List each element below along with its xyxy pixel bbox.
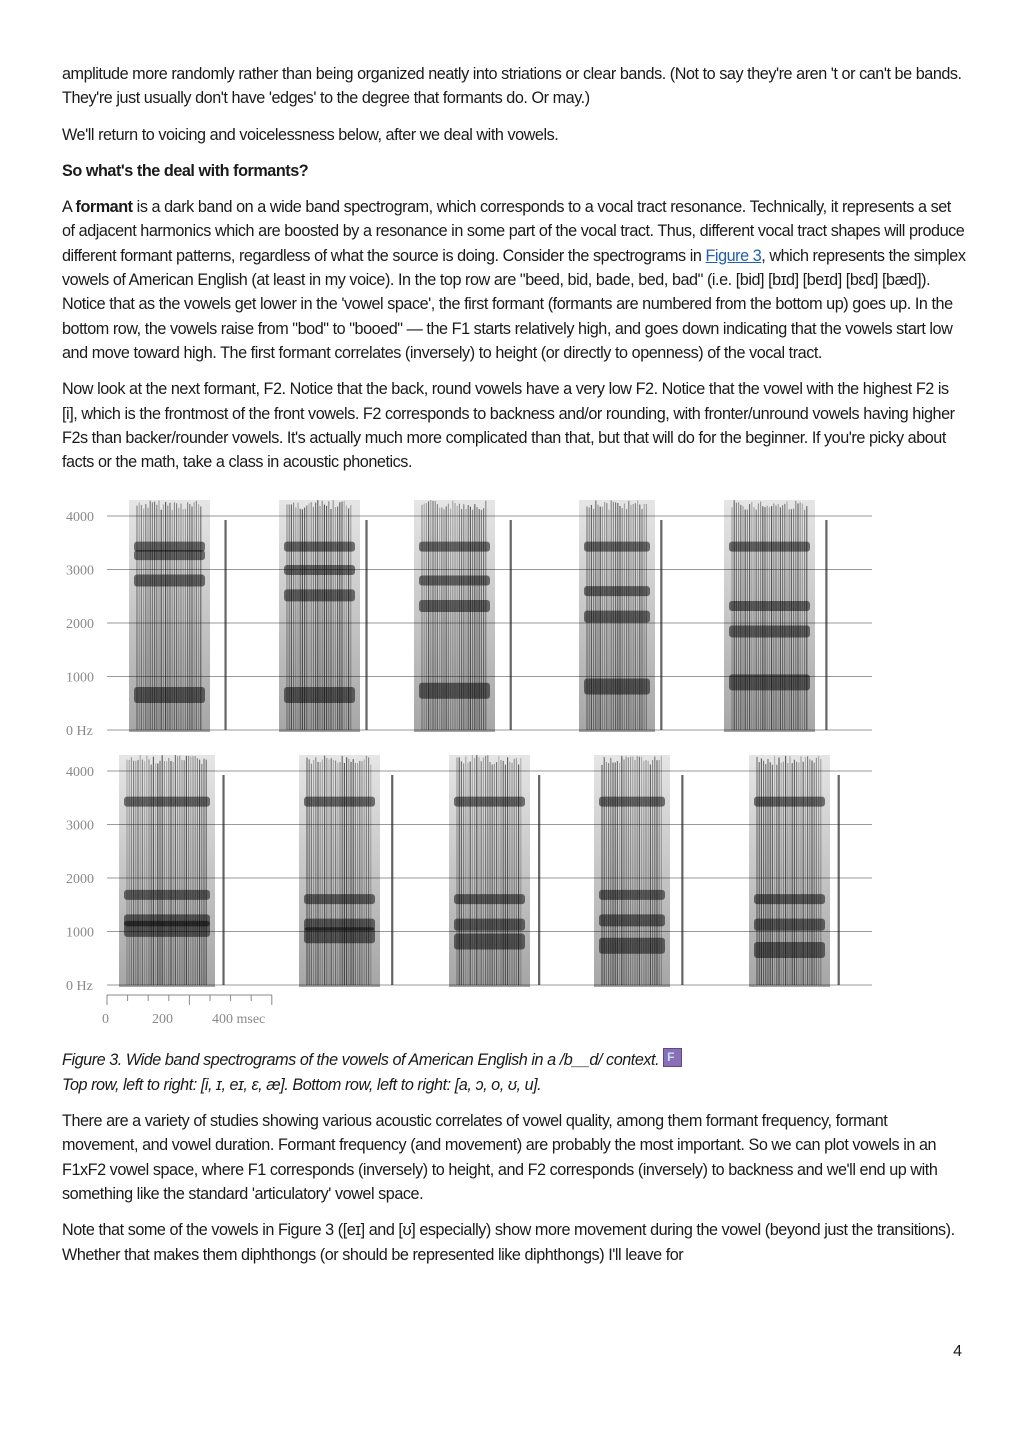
spectrogram-figure	[62, 488, 967, 1038]
document-page	[62, 62, 967, 1267]
formant-band	[599, 797, 665, 807]
vowel-spectrogram-u	[749, 755, 839, 987]
formant-band	[454, 919, 525, 931]
vowel-spectrogram-æ	[724, 500, 826, 732]
formant-band	[729, 601, 810, 611]
formant-band	[454, 934, 525, 950]
formant-band	[584, 679, 650, 695]
term-formant: formant	[75, 198, 133, 217]
frequency-label: 1000	[66, 925, 94, 941]
formant-band	[419, 576, 490, 586]
time-label: 0	[102, 1012, 109, 1028]
formant-band	[284, 687, 355, 703]
formant-band	[134, 575, 205, 587]
time-label: 200	[152, 1012, 173, 1028]
caption-line-2: Top row, left to right: [i, ɪ, eɪ, ɛ, æ]. Bottom row, left to right: [a, ɔ, o, ʊ, u].	[62, 1075, 542, 1094]
frequency-label: 2000	[66, 617, 94, 633]
frequency-label: 0 Hz	[66, 979, 93, 995]
formant-band	[419, 542, 490, 552]
formant-band	[284, 590, 355, 602]
frequency-label: 3000	[66, 818, 94, 834]
vowel-spectrogram-i	[129, 500, 226, 732]
formant-band	[284, 542, 355, 552]
section-heading: So what's the deal with formants?	[62, 161, 309, 180]
spectrogram-bottom-row	[107, 755, 872, 987]
formant-band	[584, 542, 650, 552]
vowel-spectrogram-ɛ	[579, 500, 661, 732]
text-run: A	[62, 198, 76, 217]
figure-3-link[interactable]: Figure 3	[705, 246, 762, 265]
formant-band	[454, 895, 525, 905]
paragraph-formant-definition	[62, 195, 967, 365]
formant-band	[599, 938, 665, 954]
formant-band	[124, 797, 210, 807]
frequency-label: 4000	[66, 510, 94, 526]
formant-band	[454, 797, 525, 807]
figure-icon-letter: F	[667, 1050, 675, 1065]
paragraph-voicing-continued: amplitude more randomly rather than being organized neatly into striations or clear bands. (Not to say they're aren 't or can't be bands. They're just usually don't have 'edges' to the degree that formants do. Or may.)	[62, 65, 962, 108]
formant-band	[754, 895, 825, 905]
caption-line-1: Figure 3. Wide band spectrograms of the vowels of American English in a /b__d/ context.	[62, 1051, 660, 1070]
formant-band	[304, 797, 375, 807]
spectrogram-top-row	[107, 500, 872, 732]
vowel-spectrogram-eɪ	[414, 500, 511, 732]
formant-band	[584, 611, 650, 623]
text-run: , which represents the simplex vowels of American English (at least in my voice). In the top row are "beed, bid, bade, bed, bad" (i.e. [bid] [bɪd] [beɪd] [bɛd] [bæd]). Notice that as the vowels get lower in the 'vowel space', the first formant (formants are numbered from the bottom up) goes up. In the bottom row, the vowels raise from "bod" to "booed" — the F1 starts relatively high, and goes down indicating that the vowels start low and move toward high. The first formant correlates (inversely) to height (or directly to openness) of the vocal tract.	[62, 246, 966, 362]
vowel-spectrogram-ɔ	[299, 755, 392, 987]
paragraph-return-voicing: We'll return to voicing and voicelessness below, after we deal with vowels.	[62, 125, 559, 144]
formant-band	[124, 915, 210, 927]
vowel-spectrogram-ɪ	[279, 500, 367, 732]
frequency-label: 2000	[66, 872, 94, 888]
formant-band	[754, 919, 825, 931]
formant-band	[304, 919, 375, 931]
figure-caption	[62, 1048, 967, 1097]
formant-band	[754, 797, 825, 807]
spectrogram-image	[62, 488, 967, 1038]
formant-band	[599, 915, 665, 927]
formant-band	[134, 687, 205, 703]
figure-icon[interactable]	[663, 1048, 682, 1067]
formant-band	[584, 587, 650, 597]
formant-band	[599, 890, 665, 900]
paragraph-f2: Now look at the next formant, F2. Notice that the back, round vowels have a very low F2. Notice that the vowel with the highest F2 is [i], which is the frontmost of the front vowels. F2 corresponds to backness and/or rounding, with fronter/unround vowels having higher F2s than backer/rounder vowels. It's actually much more complicated than that, but that will do for the beginner. If you're picky about facts or the math, take a class in acoustic phonetics.	[62, 380, 955, 472]
formant-band	[304, 895, 375, 905]
time-label: 400 msec	[212, 1012, 266, 1028]
vowel-spectrogram-a	[119, 755, 224, 987]
paragraph-diphthongs: Note that some of the vowels in Figure 3 ([eɪ] and [ʊ] especially) show more movement during the vowel (beyond just the transitions). Whether that makes them diphthongs (or should be represented like diphthongs) I'll leave for	[62, 1221, 955, 1264]
frequency-label: 1000	[66, 670, 94, 686]
formant-band	[729, 626, 810, 638]
formant-band	[284, 565, 355, 575]
page-number: 4	[953, 1343, 962, 1360]
vowel-spectrogram-o	[449, 755, 539, 987]
frequency-label: 4000	[66, 765, 94, 781]
frequency-label: 3000	[66, 563, 94, 579]
formant-band	[729, 675, 810, 691]
text-run: is a dark band on a wide band spectrogram, which corresponds to a vocal tract resonance. Technically, it represents a set of adjacent harmonics which are boosted by a resonance in some part of the vocal tract. Thus, different vocal tract shapes will produce different formant patterns, regardless of what the source is doing. Consider the spectrograms in	[62, 198, 965, 265]
formant-band	[729, 542, 810, 552]
paragraph-acoustic-correlates: There are a variety of studies showing various acoustic correlates of vowel quality, among them formant frequency, formant movement, and vowel duration. Formant frequency (and movement) are probably the most important. So we can plot vowels in an F1xF2 vowel space, where F1 corresponds (inversely) to height, and F2 corresponds (inversely) to backness and we'll end up with something like the standard 'articulatory' vowel space.	[62, 1112, 938, 1203]
formant-band	[134, 542, 205, 552]
formant-band	[419, 683, 490, 699]
frequency-label: 0 Hz	[66, 724, 93, 740]
vowel-spectrogram-ʊ	[594, 755, 682, 987]
formant-band	[124, 890, 210, 900]
formant-band	[419, 600, 490, 612]
formant-band	[754, 942, 825, 958]
